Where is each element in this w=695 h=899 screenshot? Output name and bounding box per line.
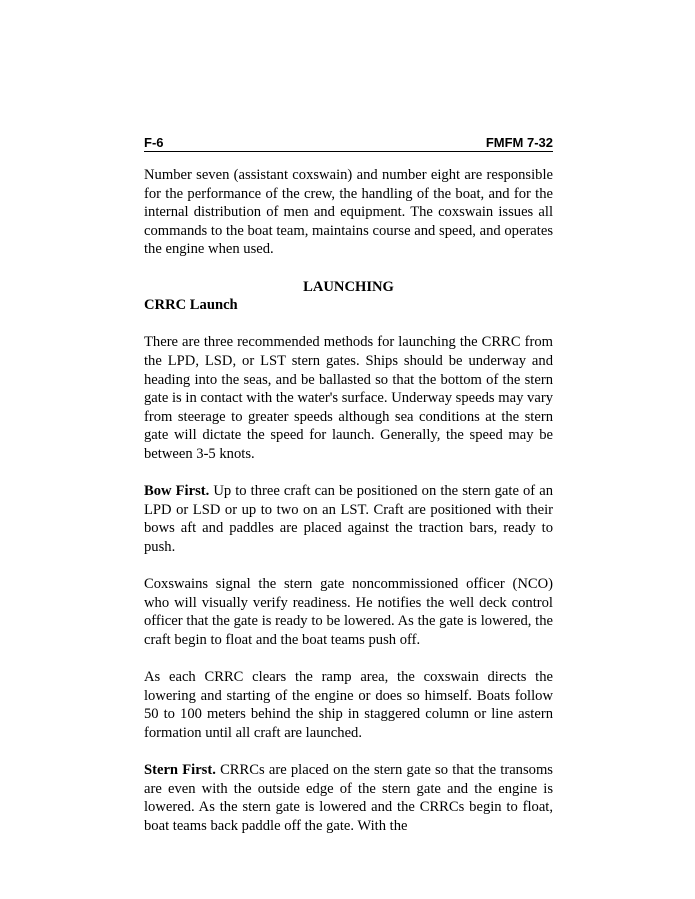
bow-first-text: Up to three craft can be positioned on the stern gate of an LPD or LSD or up to two on an LST. Craft are positioned with their bows aft and paddles are placed against the traction bars, ready to push. — [144, 483, 553, 555]
document-page — [144, 133, 553, 835]
page-header — [144, 133, 553, 152]
manual-id: FMFM 7-32 — [485, 135, 553, 150]
intro-paragraph: Number seven (assistant coxswain) and number eight are responsible for the performance of the crew, the handling of the boat, and for the internal distribution of men and equipment. The coxswain issues all commands to the boat team, maintains course and speed, and operates the engine when used. — [144, 167, 553, 258]
section-title: LAUNCHING — [303, 278, 394, 295]
ramp-paragraph: As each CRRC clears the ramp area, the coxswain directs the lowering and starting of the engine or does so himself. Boats follow 50 to 100 meters behind the ship in staggered column or line astern formation until all craft are launched. — [144, 669, 553, 741]
bow-first-label: Bow First. — [144, 483, 210, 500]
subsection-title: CRRC Launch — [144, 297, 238, 314]
stern-first-text: CRRCs are placed on the stern gate so that the transoms are even with the outside edge of the stern gate and the engine is lowered. As the stern gate is lowered and the CRRCs begin to float, boat teams back paddle off the gate. With the — [144, 762, 553, 834]
page-number: F-6 — [144, 135, 164, 150]
coxswains-paragraph: Coxswains signal the stern gate noncommissioned officer (NCO) who will visually verify readiness. He notifies the well deck control officer that the gate is ready to be lowered. As the gate is lowered, the craft begin to float and the boat teams push off. — [144, 576, 553, 648]
stern-first-paragraph — [144, 761, 553, 835]
stern-first-label: Stern First. — [144, 762, 216, 778]
launch-methods-paragraph: There are three recommended methods for launching the CRRC from the LPD, LSD, or LST stern gates. Ships should be underway and heading into the seas, and be ballasted so that the bottom of the stern gate is in contact with the water's surface. Underway speeds may vary from steerage to greater speeds although sea conditions at the stern gate will dictate the speed for launch. Generally, the speed may be between 3-5 knots. — [144, 334, 553, 462]
bow-first-paragraph — [144, 482, 553, 556]
page-body — [144, 166, 553, 835]
